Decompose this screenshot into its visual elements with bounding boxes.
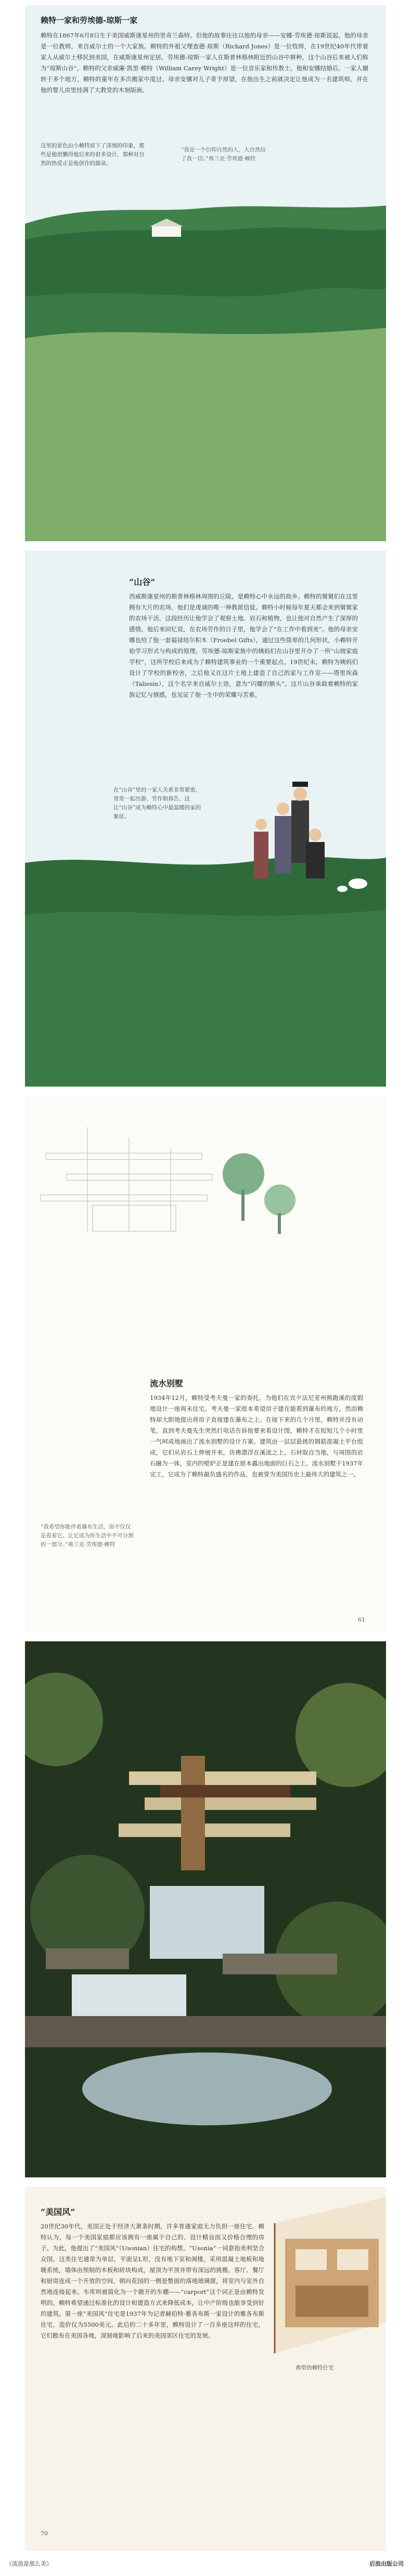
page-number: 61 [358,1616,365,1623]
page-fallingwater [25,1096,386,1632]
fallingwater-photo [25,1641,386,2177]
page-number: 70 [41,2530,48,2537]
family-group [254,782,325,878]
page-usonian [25,2187,386,2551]
illustration-caption: 典型的赖特住宅 [296,2365,334,2371]
side-note: 这里的景色由小赖特留下了深刻的印象，那些是他很懒得他后来的很多设计，那种对自然的热爱正是他创作的源泉。 [41,143,145,167]
landscape-illustration [25,5,386,541]
usonian-body-text: 20世纪30年代，美国正处于经济大萧条时期，许多普通家庭无力负担一座住宅。赖特认为，每一个美国家庭都应该拥有一座属于自己的、设计精良而又价格合理的房子。为此，他提出了“美国风”（Usonian）住宅的构想。“Usonia”一词意指美利坚合众国。这类住宅通常为单层，平面呈L形，没有地下室和阁楼，采用混凝土地板和地暖系统，墙体由预制的木板和砖块构成，屋顶为平顶并带有深远的挑檐。客厅、餐厅和厨房连成一个开放的空间，朝向花园的一侧是整面的落地玻璃窗，将室内与室外自然地连接起来。车库则被简化为一个敞开的车棚——“carport”这个词正是由赖特发明的。赖特希望通过标准化的设计和建造方式来降低成本，让中产阶级也能享受到好的建筑。第一座“美国风”住宅是1937年为记者赫伯特·雅各布斯一家设计的雅各布斯住宅，造价仅为5500美元。此后的二十多年里，赖特设计了一百多座这样的住宅，它们散布在美国各地，深刻地影响了后来的美国郊区住宅的发展。 [41,2223,264,2339]
publisher-footer: 后浪出版公司 [369,2560,404,2567]
section-title-usonian: “美国风” [41,2207,75,2217]
page-family-intro [25,5,386,541]
fallingwater-body-text: 1934年12月，赖特受考夫曼一家的委托，为他们在宾夕法尼亚州熊跑溪的度假地设计一座周末住宅。考夫曼一家原本希望房子建在能看到瀑布的地方，然而赖特却大胆地提出将房子直接建在瀑布之上。在接下来的几个月里，赖特并没有动笔，直到考夫曼先生突然打电话告诉他要来看设计图，赖特才在短短几个小时里一气呵成地画出了流水别墅的设计方案。建筑由一层层悬挑的钢筋混凝土平台组成，它们从岩石上伸展开来，仿佛漂浮在溪流之上。石材取自当地，与周围的岩石融为一体，室内的壁炉正是建在原本露出地面的巨石之上。流水别墅于1937年完工，它成为了赖特最负盛名的作品，也被誉为美国历史上最伟大的建筑之一。 [150,1394,363,1478]
house-cutaway [275,2197,386,2353]
trees [223,1153,296,1234]
fallingwater-quote: “我希望你能伴着瀑布生活，而不仅仅是看着它。让它成为你生活中不可分割的一部分。”弗兰克·劳埃德·赖特 [41,1524,134,1548]
page-valley [25,551,386,1087]
valley-side-note: 在“山谷”里的一家人关系非常紧密，常常一起出游、劳作和祷告，这让“山谷”成为赖特心中最温暖的家的象征。 [113,787,201,820]
page-title: 赖特一家和劳埃德-琼斯一家 [41,16,138,25]
family-illustration [25,551,386,1087]
section-title-valley: “山谷” [129,577,156,587]
valley-body-text: 西威斯康星州的斯普林格林周围的丘陵，是赖特心中永远的故乡。赖特的舅舅们在这里拥有大片的农场，他们是虔诚的唯一神教派信徒。赖特小时候每年夏天都会来到舅舅家的农场干活，这段经历让他学会了观察土地、岩石和植物，也让他对自然产生了深厚的感情。他后来回忆说，在农场劳作的日子里，他学会了“在工作中看到美”。他的母亲安娜也给了他一套福禄培尔积木（Froebel Gifts），通过这些简单的几何形状，小赖特开始学习形式与构成的原理。劳埃德-琼斯家族中的姨妈们在山谷里开办了一所“山坡家庭学校”，这所学校后来成为了赖特建筑事业的一个重要起点。19世纪末，赖特为姨妈们设计了学校的新校舍，之后他又在这片土地上建造了自己的家与工作室——塔里埃森（Taliesin），这个名字来自威尔士语，意为“闪耀的额头”。这片山谷承载着赖特的家族记忆与情感，也见证了他一生中的荣耀与苦难。 [129,593,358,698]
book-title-footer: 《流浪是那么美》 [6,2560,52,2567]
fallingwater-photo-illustration [25,1641,386,2177]
intro-body-text: 赖特在1867年6月8日生于美国威斯康星州的里奇兰森特。但他的故事往往以他的母亲——安娜·劳埃德·琼斯说起。他的母亲是一位教师，来自威尔士的一个大家族。赖特的外祖父理查德·琼斯（Richard Jones）是一位牧师，在19世纪40年代带着家人从威尔士移民到美国，在威斯康星州定居。劳埃德-琼斯一家人在斯普林格林附近的山谷中耕种，这个山谷后来被人们称为“琼斯山谷”。赖特的父亲威廉·凯里·赖特（William Carey Wright）是一位音乐家和传教士，他和安娜结婚后，一家人辗转于多个地方，赖特的童年在多次搬家中度过。母亲安娜对儿子寄予厚望，在他出生之前就决定让他成为一名建筑师，并在他的婴儿房里挂满了大教堂的木刻版画。 [41,32,368,94]
wright-quote: “我是一个信仰自然的人，大自然给了我一切。”弗兰克·劳埃德·赖特 [181,147,266,162]
fallingwater-sketch [25,1096,386,1632]
section-title-fallingwater: 流水别墅 [150,1379,184,1388]
